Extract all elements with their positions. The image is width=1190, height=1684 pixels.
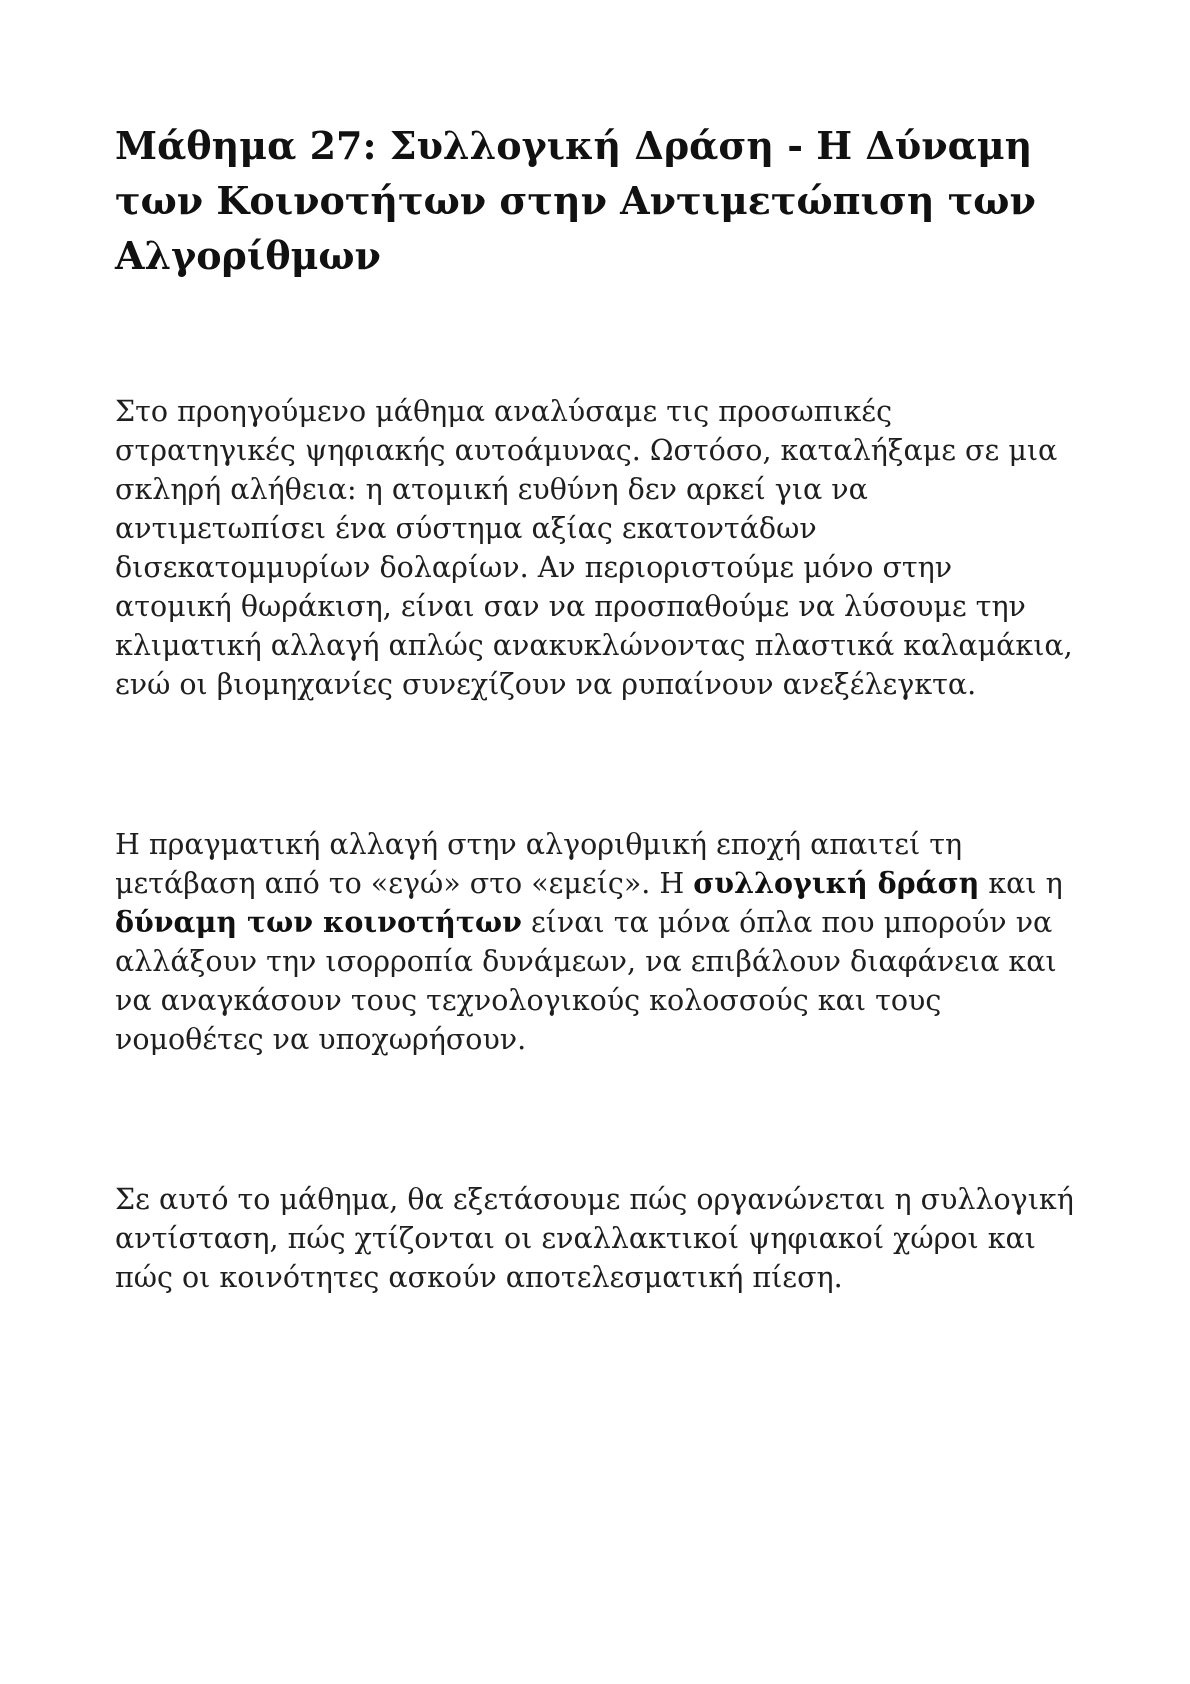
paragraph-intro xyxy=(115,392,1075,704)
paragraph-collective-action-text xyxy=(115,825,1075,1059)
emphasis-community-power: δύναμη των κοινοτήτων xyxy=(115,905,522,939)
paragraph-intro-text: Στο προηγούμενο μάθημα αναλύσαμε τις προσωπικές στρατηγικές ψηφιακής αυτοάμυνας. Ωστόσο, καταλήξαμε σε μια σκληρή αλήθεια: η ατομική ευθύνη δεν αρκεί για να αντιμετωπίσει ένα σύστημα αξίας εκατοντάδων δισεκατομμυρίων δολαρίων. Αν περιοριστούμε μόνο στην ατομική θωράκιση, είναι σαν να προσπαθούμε να λύσουμε την κλιματική αλλαγή απλώς ανακυκλώνοντας πλαστικά καλαμάκια, ενώ οι βιομηχανίες συνεχίζουν να ρυπαίνουν ανεξέλεγκτα. xyxy=(115,395,1073,701)
paragraph-2-part-3: είναι τα μόνα όπλα που μπορούν να αλλάξουν την ισορροπία δυνάμεων, να επιβάλουν διαφάνεια και να αναγκάσουν τους τεχνολογικούς κολοσσούς και τους νομοθέτες να υποχωρήσουν. xyxy=(115,906,1057,1056)
paragraph-lesson-scope-text: Σε αυτό το μάθημα, θα εξετάσουμε πώς οργανώνεται η συλλογική αντίσταση, πώς χτίζονται οι εναλλακτικοί ψηφιακοί χώροι και πώς οι κοινότητες ασκούν αποτελεσματική πίεση. xyxy=(115,1183,1074,1294)
lesson-title: Μάθημα 27: Συλλογική Δράση - Η Δύναμη των Κοινοτήτων στην Αντιμετώπιση των Αλγορίθμων xyxy=(115,123,1036,278)
paragraph-collective-action xyxy=(115,825,1075,1059)
document-page xyxy=(115,118,1085,283)
paragraph-2-part-1: Η πραγματική αλλαγή στην αλγοριθμική εποχή απαιτεί τη μετάβαση από το «εγώ» στο «εμείς». Η xyxy=(115,828,963,900)
paragraph-lesson-scope xyxy=(115,1180,1075,1297)
emphasis-collective-action: συλλογική δράση xyxy=(693,866,980,900)
paragraph-2-part-2: και η xyxy=(979,867,1063,900)
